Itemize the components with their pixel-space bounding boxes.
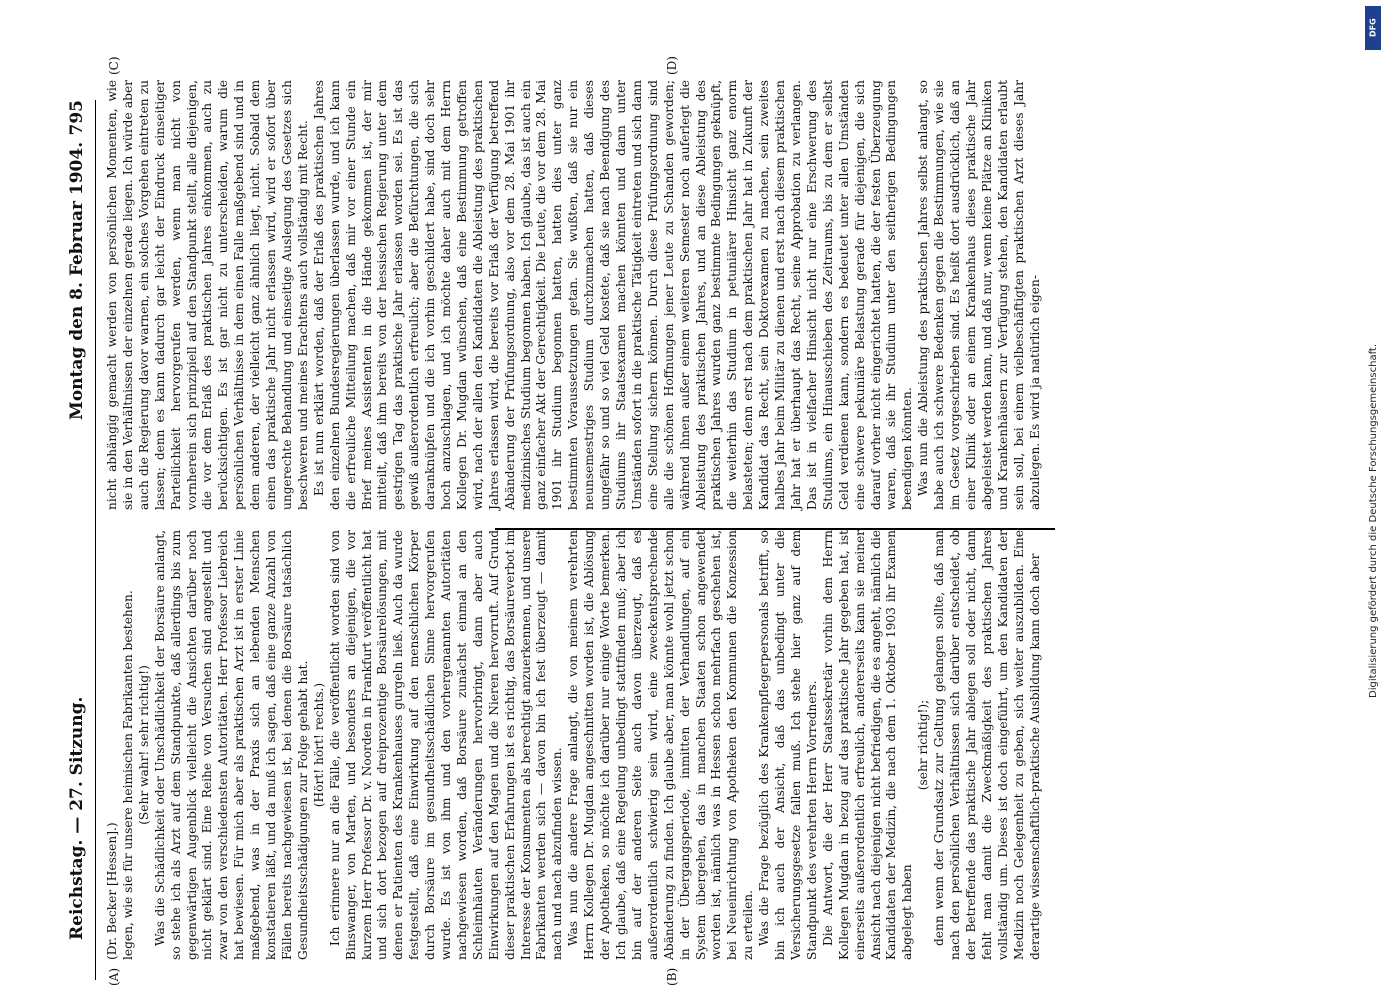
paragraph: Die Antwort, die der Herr Staatssekretär vorhin dem Herrn Kollegen Mugdan in bezug auf das praktische Jahr gegeben hat, ist einerseits außerordentlich erfreulich, andererseits kann sie meiner Ansicht nach diejenigen nicht befriedigen, die es angeht, nämlich die Kandidaten der Medizin, die nach dem 1. Oktober 1903 ihr Examen abgelegt haben <box>820 530 915 960</box>
header-date: Montag den 8. Februar 1904. <box>67 141 87 420</box>
page-header <box>59 100 99 980</box>
digitization-sidebar <box>1361 0 1383 1000</box>
paragraph: (Hört! hört! rechts.) <box>311 682 326 808</box>
right-column <box>105 80 1043 510</box>
dfg-note: Digitalisierung gefördert durch die Deutsche Forschungsgemeinschaft. <box>1368 343 1379 698</box>
margin-marker-c: (C) <box>107 56 121 75</box>
page-number: 795 <box>67 100 87 136</box>
margin-marker-a: (A) <box>107 967 121 986</box>
paragraph: Was die Schädlichkeit oder Unschädlichkeit der Borsäure anlangt, so stehe ich als Arzt auf dem Standpunkte, daß allerdings bis zum gegenwärtigen Augenblick vielleicht die Ansichten darüber noch nicht geklärt sind. Eine Reihe von Versuchen sind angestellt und zwar von den verschiedensten Autoritäten. Herr Professor Liebreich hat bewiesen. Für mich aber als praktischen Arzt ist in erster Linie maßgebend, was in der Praxis sich an lebenden Menschen konstatieren läßt, und da muß ich sagen, daß eine ganze Anzahl von Fällen bereits nachgewiesen ist, bei denen die Borsäure tatsächlich Gesundheitsschädigungen zur Folge gehabt hat. <box>152 530 310 960</box>
column-separator <box>495 529 1055 531</box>
dfg-logo: DFG <box>1365 6 1381 50</box>
paragraph: (sehr richtig!); <box>916 699 931 791</box>
paragraph: (Dr. Becker [Hessen].) <box>105 822 119 960</box>
header-title: Reichstag. — 27. Sitzung. <box>67 696 87 940</box>
header-rule <box>95 100 96 980</box>
paragraph: legen, wie sie für unsere heimischen Fabrikanten bestehen. <box>120 590 135 960</box>
paragraph: (Sehr wahr! sehr richtig!) <box>136 665 151 825</box>
paragraph: denn wenn der Grundsatz zur Geltung gelangen sollte, daß man nach den persönlichen Verhältnissen sich darüber entscheidet, ob der Betreffende das praktische Jahr ablegen soll oder nicht, dann fehlt man damit die Zweckmäßigkeit des praktischen Jahres vollständig um. Dieses ist doch eingeführt, um den Kandidaten der Medizin noch Gelegenheit zu geben, sich weiter auszubilden. Eine derartige wissenschaftlich-praktische Ausbildung kann doch aber <box>932 530 1042 960</box>
paragraph: Ich erinnere nur an die Fälle, die veröffentlicht worden sind von Binswanger, von Marten, und besonders an diejenigen, die vor kurzem Herr Professor Dr. v. Noorden in Frankfurt veröffentlicht hat und sich dort bezogen auf dreiprozentige Borsäurelösungen, mit denen er Patienten des Krankenhauses gurgeln ließ. Auch da wurde festgestellt, daß eine Einwirkung auf den menschlichen Körper durch Borsäure im gesundheitsschädlichen Sinne hervorgerufen wurde. Es ist von ihm und den vorhergenannten Autoritäten nachgewiesen worden, daß Borsäure zunächst einmal an den Schleimhäuten Veränderungen hervorbringt, dann aber auch Einwirkungen auf den Magen und die Nieren hervorruft. Auf Grund dieser praktischen Erfahrungen ist es richtig, das Borsäureverbot im Interesse der Konsumenten als berechtigt anzuerkennen, und unsere Fabrikanten werden sich — davon bin ich fest überzeugt — damit nach und nach abzufinden wissen. <box>327 530 565 960</box>
document-page <box>45 56 1295 1000</box>
paragraph: nicht abhängig gemacht werden von persönlichen Momenten, wie sie in den Verhältnissen der einzelnen gerade liegen. Ich würde aber auch die Regierung davor warnen, ein solches Vorgehen eintreten zu lassen; denn es kann dadurch gar leicht der Eindruck einseitiger Parteilichkeit hervorgerufen werden, wenn man nicht von vornherein sich prinzipiell auf den Standpunkt stellt, alle diejenigen, die vor dem Erlaß des praktischen Jahres einkommen, auch zu berücksichtigen. Es ist gar nicht zu unterscheiden, warum die persönlichen Verhältnisse in dem einen Falle maßgebend sind und in dem anderen, der vielleicht ganz ähnlich liegt, nicht. Sobald dem einen das praktische Jahr nicht erlassen wird, wird er sofort über ungerechte Behandlung und einseitige Auslegung des Gesetzes sich beschweren und meines Erachtens auch vollständig mit Recht. <box>105 80 310 510</box>
paragraph: Was die Frage bezüglich des Krankenpflegerpersonals betrifft, so bin ich auch der Ansicht, daß das unbedingt unter die Versicherungsgesetze fallen muß. Ich stehe hier ganz auf dem Standpunkt des verehrten Herrn Vorredners. <box>757 530 819 960</box>
rotated-page <box>45 0 1365 1000</box>
paragraph: Es ist nun erklärt worden, daß der Erlaß des praktischen Jahres den einzelnen Bundesregierungen überlassen wurde, und ich kann die erfreuliche Mitteilung machen, daß mir vor einer Stunde ein Brief meines Assistenten in die Hände gekommen ist, der mir mitteilt, daß ihm bereits von der hessischen Regierung unter dem gestrigen Tag das praktische Jahr erlassen worden sei. Es ist das gewiß außerordentlich erfreulich; aber die Befürchtungen, die sich daranknüpfen und die ich vorhin geschildert habe, sind doch sehr hoch anzuschlagen, und ich möchte daher auch mit dem Herrn Kollegen Dr. Mugdan wünschen, daß eine Bestimmung getroffen wird, nach der allen den Kandidaten die Ableistung des praktischen Jahres erlassen wird, die bereits vor Erlaß der Verfügung betreffend Abänderung der Prüfungsordnung, also vor dem 28. Mai 1901 ihr medizinisches Studium begonnen haben. Ich glaube, das ist auch ein ganz einfacher Akt der Gerechtigkeit. Die Leute, die vor dem 28. Mai 1901 ihr Studium begonnen hatten, hatten dies unter ganz bestimmten Voraussetzungen getan. Sie wußten, daß sie nur ein neunsemestriges Studium durchzumachen hatten, daß dieses ungefähr so und so viel Geld kostete, daß sie nach Beendigung des Studiums ihr Staatsexamen machen könnten und dann unter Umständen sofort in die praktische Tätigkeit eintreten und sich dann eine Stellung sichern können. Durch diese Prüfungsordnung sind alle die schönen Hoffnungen jener Leute zu Schanden geworden; während ihnen außer einem weiteren Semester noch auferlegt die Ableistung des praktischen Jahres, und an diese Ableistung des praktischen Jahres wurden ganz bestimmte Bedingungen geknüpft, die weiterhin das Studium in petuniärer Hinsicht ganz enorm belasteten; denn erst nach dem praktischen Jahr hat in Zukunft der Kandidat das Recht, sein Doktorexamen zu machen, sein zweites halbes Jahr beim Militär zu dienen und erst nach diesem praktischen Jahr hat er überhaupt das Recht, seine Approbation zu verlangen. Das ist in vielfacher Hinsicht nicht nur eine Erschwerung des Studiums, ein Hinausschieben des Zeitraums, bis zu dem er selbst Geld verdienen kann, sondern es bedeutet unter allen Umständen eine schwere pekuniäre Belastung gerade für diejenigen, die sich darauf vorher nicht eingerichtet hatten, die der festen Überzeugung waren, daß sie ihr Studium unter den seitherigen Bedingungen beendigen könnten. <box>311 80 915 510</box>
margin-marker-b: (B) <box>665 967 679 986</box>
margin-marker-d: (D) <box>665 56 679 75</box>
paragraph: Was nun die andere Frage anlangt, die von meinem verehrten Herrn Kollegen Dr. Mugdan angeschnitten worden ist, die Ablösung der Apotheken, so möchte ich darüber nur einige Worte bemerken. Ich glaube, daß eine Regelung unbedingt stattfinden muß; aber ich bin auf der anderen Seite auch davon überzeugt, daß es außerordentlich schwierig sein wird, eine zweckentsprechende Abänderung zu finden. Ich glaube aber, man könnte wohl jetzt schon in der Übergangsperiode, inmitten der Verhandlungen, auf ein System übergehen, das in manchen Staaten schon angewendet worden ist, nämlich was in Hessen schon mehrfach geschehen ist, bei Neueinrichtung von Apotheken den Kommunen die Konzession zu erteilen. <box>566 530 756 960</box>
paragraph: Was nun die Ableistung des praktischen Jahres selbst anlangt, so habe auch ich schwere Bedenken gegen die Bestimmungen, wie sie im Gesetz vorgeschrieben sind. Es heißt dort ausdrücklich, daß an einer Klinik oder an einem Krankenhaus dieses praktische Jahr abgeleistet werden kann, und daß nur, wenn keine Plätze an Kliniken und Krankenhäusern zur Verfügung stehen, den Kandidaten erlaubt sein soll, bei einem vielbeschäftigten praktischen Arzt dieses Jahr abzulegen. Es wird ja natürlich eigen- <box>916 80 1042 510</box>
left-column <box>105 530 1043 960</box>
